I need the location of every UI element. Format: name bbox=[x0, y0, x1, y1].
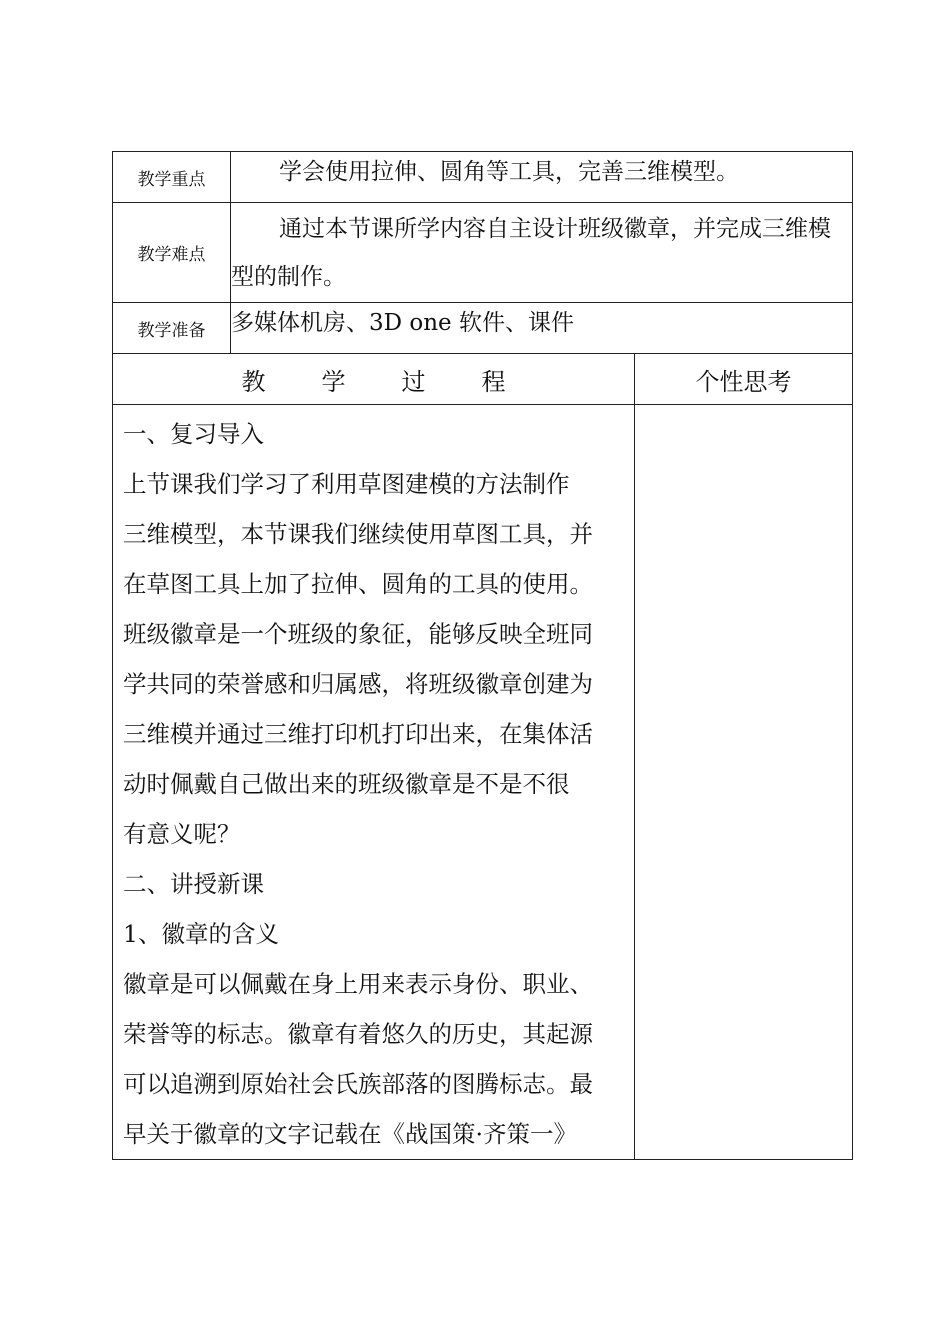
reflection-content bbox=[635, 405, 853, 1160]
process-line: 一、复习导入 bbox=[123, 420, 264, 448]
process-line: 三维模并通过三维打印机打印出来，在集体活 bbox=[123, 720, 593, 748]
process-line: 荣誉等的标志。徽章有着悠久的历史，其起源 bbox=[123, 1020, 593, 1048]
process-line: 早关于徽章的文字记载在《战国策·齐策一》 bbox=[123, 1120, 577, 1148]
process-line: 三维模型，本节课我们继续使用草图工具，并 bbox=[123, 520, 593, 548]
process-line: 在草图工具上加了拉伸、圆角的工具的使用。 bbox=[123, 570, 593, 598]
difficulties-label: 教学难点 bbox=[113, 203, 231, 303]
process-header-text: 教学过程 bbox=[241, 367, 562, 396]
lesson-plan-table bbox=[112, 151, 853, 1160]
difficulties-row bbox=[113, 203, 853, 303]
process-line: 二、讲授新课 bbox=[123, 870, 264, 898]
process-content bbox=[113, 405, 635, 1160]
reflection-header: 个性思考 bbox=[635, 354, 853, 405]
process-line: 动时佩戴自己做出来的班级徽章是不是不很 bbox=[123, 770, 570, 798]
process-body-row bbox=[113, 405, 853, 1160]
preparation-content: 多媒体机房、3D one 软件、课件 bbox=[231, 303, 853, 354]
process-header bbox=[113, 354, 635, 405]
key-points-row bbox=[113, 152, 853, 203]
process-line: 上节课我们学习了利用草图建模的方法制作 bbox=[123, 470, 570, 498]
process-header-row bbox=[113, 354, 853, 405]
process-line: 有意义呢？ bbox=[123, 820, 241, 848]
process-line: 班级徽章是一个班级的象征，能够反映全班同 bbox=[123, 620, 593, 648]
key-points-label: 教学重点 bbox=[113, 152, 231, 203]
difficulties-content: 通过本节课所学内容自主设计班级徽章，并完成三维模型的制作。 bbox=[231, 203, 853, 303]
process-line: 徽章是可以佩戴在身上用来表示身份、职业、 bbox=[123, 970, 593, 998]
process-line: 可以追溯到原始社会氏族部落的图腾标志。最 bbox=[123, 1070, 593, 1098]
preparation-label: 教学准备 bbox=[113, 303, 231, 354]
process-line: 学共同的荣誉感和归属感，将班级徽章创建为 bbox=[123, 670, 593, 698]
key-points-content: 学会使用拉伸、圆角等工具，完善三维模型。 bbox=[231, 152, 853, 203]
process-line: 1、徽章的含义 bbox=[123, 920, 279, 948]
preparation-row bbox=[113, 303, 853, 354]
